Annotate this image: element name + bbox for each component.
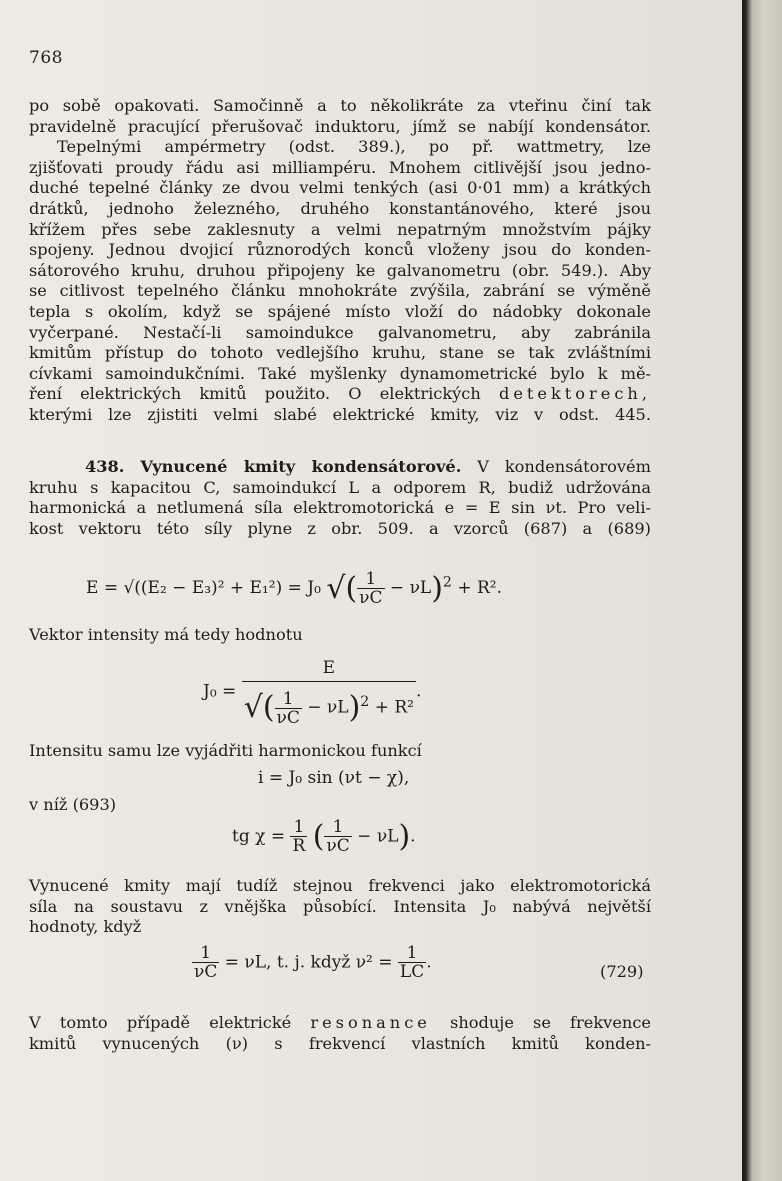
text-vector: Vektor intensity má tedy hodnotu xyxy=(29,625,303,644)
text-line: se citlivost tepelného článku mnohokráte zvýšila, zabrání se výměně xyxy=(29,281,651,301)
text-line xyxy=(29,384,651,405)
text-line: křížem přes sebe zaklesnuty a velmi nepatrným množstvím pájky xyxy=(29,219,651,239)
text-fragment: V tomto případě elektrické xyxy=(29,1013,292,1032)
formula-tg: tg χ = $\frac{1}{R}$ ( $\frac{1}{\nu C}$ − νL). xyxy=(232,817,416,856)
fraction-denominator: LC xyxy=(399,962,425,982)
equation-number: (729) xyxy=(600,962,644,981)
text-line: duché tepelné články ze dvou velmi tenkých (asi 0·01 mm) a krátkých xyxy=(29,178,651,198)
formula-left: E = √((E₂ − E₃)² + E₁²) = J₀ xyxy=(86,578,321,598)
text-line: Vynucené kmity mají tudíž stejnou frekvenci jako elektromotorická xyxy=(29,876,651,895)
fraction xyxy=(192,944,219,981)
text-line: tepla s okolím, když se spájené místo vloží do nádobky dokonale xyxy=(29,301,651,321)
fraction xyxy=(275,690,302,727)
fraction-numerator: E xyxy=(242,655,416,682)
section-438 xyxy=(29,457,651,539)
fraction-denominator: νC xyxy=(276,707,300,728)
text-line: zjišťovati proudy řádu asi milliampéru. Mnohem citlivější jsou jedno- xyxy=(29,157,651,177)
fraction xyxy=(324,818,351,855)
fraction-numerator: 1 xyxy=(275,690,302,709)
text-line: hodnoty, když xyxy=(29,917,142,937)
fraction xyxy=(398,944,426,981)
fraction-numerator: 1 xyxy=(398,944,426,963)
text-line: kmitům přístup do tohoto vedlejšího kruhu, stane se tak zvláštními xyxy=(29,343,651,363)
fraction xyxy=(242,655,416,728)
fraction xyxy=(290,818,307,855)
exponent: 2 xyxy=(360,694,370,710)
book-binding xyxy=(742,0,782,1181)
formula-term: − νL xyxy=(307,697,349,718)
paragraph-2 xyxy=(29,876,651,938)
formula-i: i = J₀ sin (νt − χ), xyxy=(258,768,410,788)
formula-lhs: tg χ = xyxy=(232,826,286,847)
formula-e: E = √((E₂ − E₃)² + E₁²) = J₀ √( $\frac{1}{\nu C}$ − νL)$^2$ + R². xyxy=(86,569,503,608)
formula-lhs: J₀ = xyxy=(203,681,237,702)
section-number: 438. xyxy=(85,457,125,476)
text-line: cívkami samoindukčními. Také myšlenky dynamometrické bylo k mě- xyxy=(29,363,651,383)
text-line: sátorového kruhu, druhou připojeny ke galvanometru (obr. 549.). Aby xyxy=(29,260,651,280)
text-line: síla na soustavu z vnějška působící. Intensita J₀ nabývá největší xyxy=(29,896,651,916)
text-line: vyčerpané. Nestačí-li samoindukce galvanometru, aby zabránila xyxy=(29,322,651,342)
paragraph-3 xyxy=(29,1013,651,1054)
formula-tail: + R². xyxy=(457,578,503,598)
fraction-denominator: R xyxy=(292,836,306,856)
formula-term: = νL, t. j. když ν² = xyxy=(224,952,393,973)
formula-term: − νL xyxy=(357,826,399,847)
formula-tail: . xyxy=(410,826,416,847)
text-line: drátků, jednoho železného, druhého konstantánového, které jsou xyxy=(29,198,651,218)
exponent: 2 xyxy=(442,574,452,591)
spaced-word: detektorech, xyxy=(498,384,651,404)
text-line: pravidelně pracující přerušovač induktoru, jímž se nabíjí kondensátor. xyxy=(29,116,651,136)
text-vniz: v níž (693) xyxy=(29,795,117,814)
fraction-numerator: 1 xyxy=(324,818,351,837)
section-heading-line xyxy=(29,457,651,478)
fraction xyxy=(357,570,384,607)
text-line: kmitů vynucených (ν) s frekvencí vlastních kmitů konden- xyxy=(29,1033,651,1053)
text-line: spojeny. Jednou dvojicí různorodých konců vloženy jsou do konden- xyxy=(29,240,651,260)
section-title: Vynucené kmity kondensátorové. xyxy=(140,457,462,476)
fraction-denominator: √( $\frac{1}{\nu C}$ − νL)$^2$ + R² xyxy=(243,688,414,728)
text-intensity: Intensitu samu lze vyjádřiti harmonickou funkcí xyxy=(29,741,422,760)
paragraph-1 xyxy=(29,96,651,426)
text-fragment: ření elektrických kmitů použito. O elektrických xyxy=(29,384,481,404)
formula-j0: J₀ = E √( $\frac{1}{\nu C}$ − νL)$^2$ + R² . xyxy=(203,655,421,728)
formula-term: − νL xyxy=(389,578,432,598)
formula-term: + R² xyxy=(374,697,414,718)
fraction-numerator: 1 xyxy=(357,570,384,589)
fraction-denominator: νC xyxy=(326,836,350,856)
text-line: Tepelnými ampérmetry (odst. 389.), po př. wattmetry, lze xyxy=(57,137,651,157)
fraction-numerator: 1 xyxy=(290,818,307,837)
formula-resonance xyxy=(192,944,432,981)
text-line: harmonická a netlumená síla elektromotorická e = E sin νt. Pro veli- xyxy=(29,498,651,518)
text-fragment: shoduje se frekvence xyxy=(450,1013,651,1032)
text-line: po sobě opakovati. Samočinně a to několikráte za vteřinu činí tak xyxy=(29,96,651,115)
spaced-word: resonance xyxy=(310,1013,431,1032)
text-line: kruhu s kapacitou C, samoindukcí L a odporem R, budiž udržována xyxy=(29,477,651,497)
text-line: kterými lze zjistiti velmi slabé elektrické kmity, viz v odst. 445. xyxy=(29,404,651,424)
text-fragment: V kondensátorovém xyxy=(477,457,651,476)
fraction-numerator: 1 xyxy=(192,944,219,963)
page-number: 768 xyxy=(29,48,63,68)
fraction-denominator: νC xyxy=(359,588,383,608)
fraction-denominator: νC xyxy=(194,962,218,982)
text-line xyxy=(29,1013,651,1034)
text-line: kost vektoru této síly plyne z obr. 509. a vzorců (687) a (689) xyxy=(29,518,651,538)
formula-tail: . xyxy=(426,952,432,973)
